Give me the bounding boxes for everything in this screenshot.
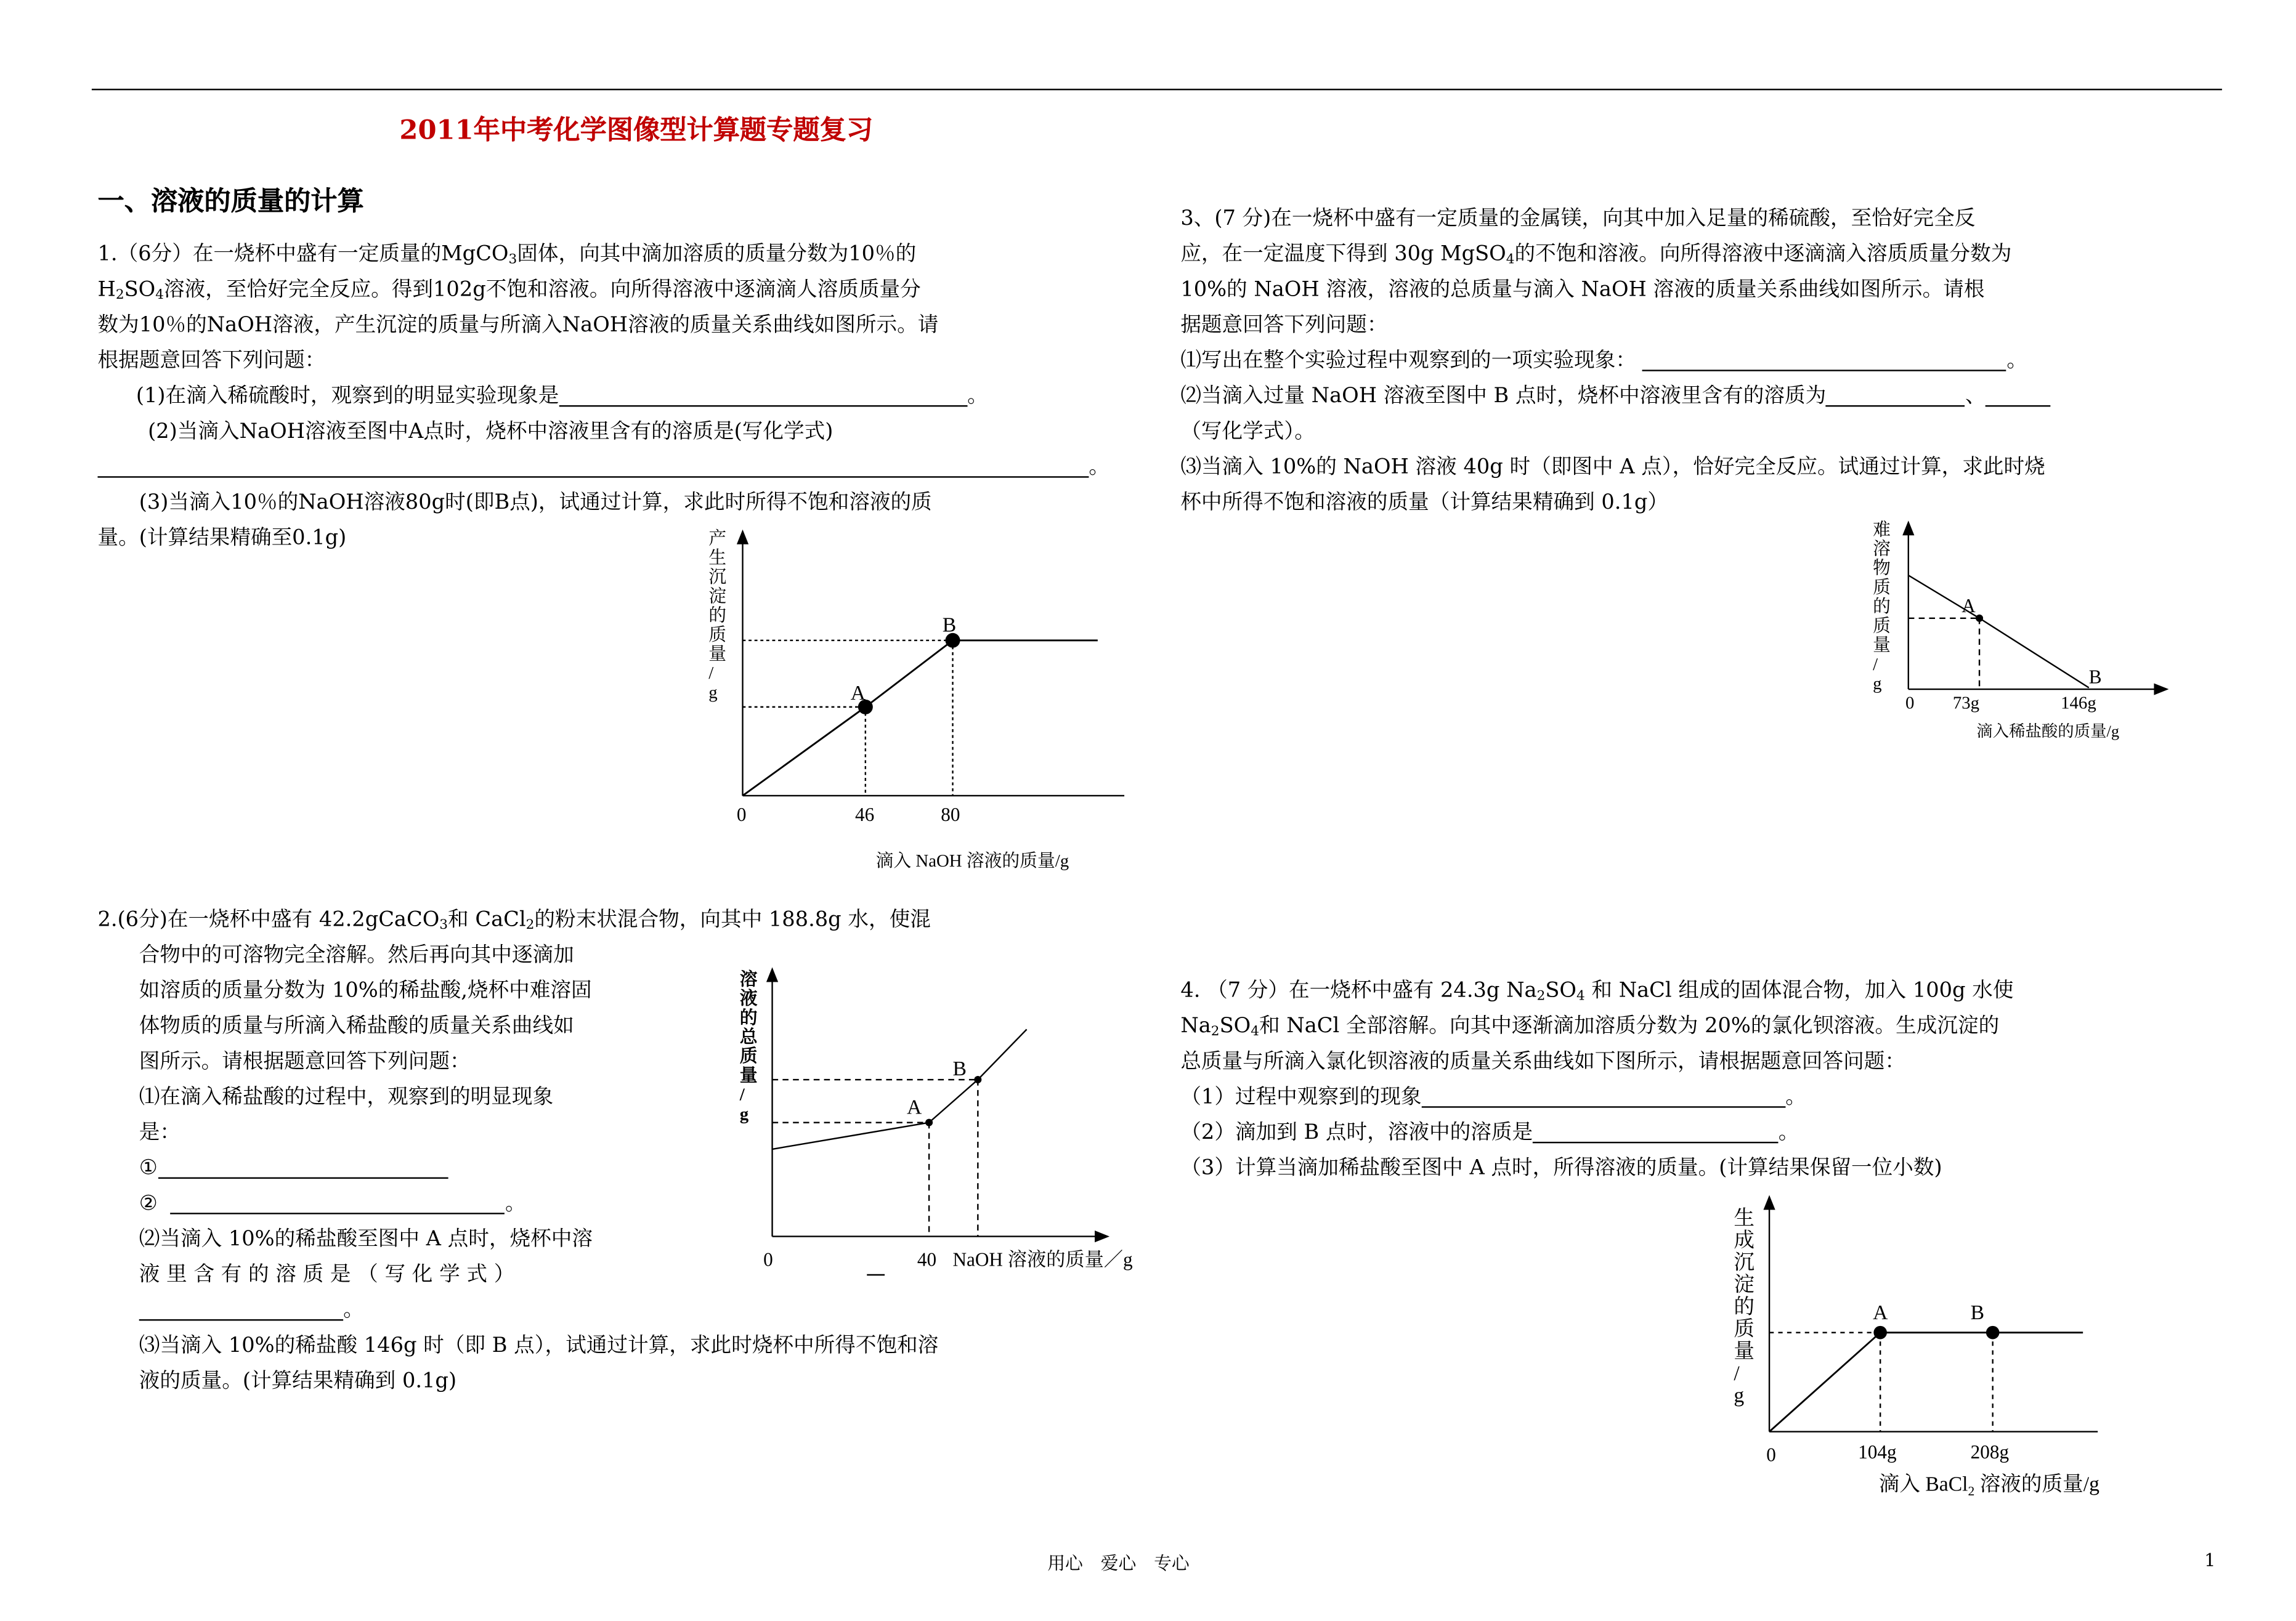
y-label-char: 淀	[708, 586, 727, 607]
y-label-char: 的	[1734, 1295, 1755, 1319]
q3-line3: 10%的 NaOH 溶液，溶液的总质量与滴入 NaOH 溶液的质量关系曲线如图所示。请根	[1180, 278, 1985, 302]
q1-line1: 1.（6分）在一烧杯中盛有一定质量的MgCO$_3$固体，向其中滴加溶质的质量分数为10％的	[97, 242, 917, 268]
q4-chart	[1716, 1183, 2160, 1508]
q2-answer-2: ② 。	[139, 1186, 526, 1222]
top-rule	[92, 89, 2222, 90]
point-b	[974, 1076, 981, 1083]
q3-line2: 应，在一定温度下得到 30g MgSO$_4$的不饱和溶液。向所得溶液中逐滴滴入溶质质量分数为	[1180, 242, 2012, 268]
origin-label: 0	[1766, 1444, 1776, 1466]
answer-blank[interactable]	[158, 1154, 448, 1179]
answer-blank[interactable]	[97, 453, 1089, 478]
q2-part3: ⑶当滴入 10%的稀盐酸 146g 时（即 B 点），试通过计算，求此时烧杯中所得不饱和溶	[139, 1334, 939, 1358]
q1-part2: (2)当滴入NaOH溶液至图中A点时，烧杯中溶液里含有的溶质是(写化学式)	[148, 419, 834, 444]
y-label-char: 产	[708, 528, 727, 549]
q3-part1: ⑴写出在整个实验过程中观察到的一项实验现象： 。	[1180, 343, 2027, 379]
y-axis-label	[739, 969, 758, 1124]
y-label-char: 的	[708, 605, 727, 626]
q2-part2: ⑵当滴入 10%的稀盐酸至图中 A 点时，烧杯中溶	[139, 1227, 593, 1251]
series-line	[773, 1029, 1027, 1149]
y-label-char: 难	[1873, 520, 1891, 540]
footer-motto: 用心 爱心 专心	[1047, 1553, 1190, 1574]
x-tick-73g: 73g	[1952, 693, 1980, 713]
y-label-char: 溶	[739, 969, 758, 990]
q2-part3-cont: 液的质量。(计算结果精确到 0.1g)	[139, 1369, 457, 1394]
q1-line3: 数为10％的NaOH溶液，产生沉淀的质量与所滴入NaOH溶液的质量关系曲线如图所示。请	[97, 313, 939, 338]
q1-part3-cont: 量。(计算结果精确至0.1g)	[97, 526, 347, 551]
answer-blank[interactable]	[139, 1296, 343, 1321]
q2-part1-cont: 是：	[139, 1121, 181, 1145]
x-tick-208g: 208g	[1970, 1441, 2010, 1463]
q2-line1: 2.(6分)在一烧杯中盛有 42.2gCaCO$_3$和 CaCl$_2$的粉末状混合物，向其中 188.8g 水，使混	[97, 908, 931, 934]
x-axis-arrow	[1095, 1231, 1109, 1242]
y-label-char: 量	[708, 644, 727, 665]
point-b	[1986, 1326, 2000, 1340]
q2-line2: 合物中的可溶物完全溶解。然后再向其中逐滴加	[139, 944, 574, 968]
q1-part1: (1)在滴入稀硫酸时，观察到的明显实验现象是 。	[136, 379, 988, 414]
answer-blank[interactable]	[1986, 382, 2051, 407]
point-a	[925, 1119, 933, 1126]
y-label-char: 沉	[1734, 1251, 1755, 1274]
q4-line3: 总质量与所滴入氯化钡溶液的质量关系曲线如下图所示，请根据题意回答问题：	[1180, 1049, 1906, 1074]
y-label-char: 溶	[1873, 539, 1891, 559]
y-axis-label	[1734, 1206, 1754, 1407]
point-b-label: B	[1970, 1301, 1985, 1325]
y-label-char: 生	[1734, 1207, 1755, 1230]
point-b-label: B	[2088, 666, 2102, 688]
y-label-char: /	[1734, 1362, 1740, 1385]
q2-chart	[734, 961, 1177, 1287]
y-label-char: 物	[1873, 558, 1891, 578]
y-label-char: 的	[739, 1008, 758, 1028]
answer-blank[interactable]	[1826, 382, 1965, 407]
y-label-char: 质	[1734, 1317, 1755, 1341]
y-label-char: g	[708, 682, 718, 703]
section-heading: 一、溶液的质量的计算	[97, 186, 364, 218]
origin-label: 0	[736, 803, 747, 825]
y-label-char: 沉	[708, 567, 727, 588]
answer-blank[interactable]	[171, 1189, 505, 1215]
q1-chart	[696, 517, 1139, 887]
y-label-char: 淀	[1734, 1273, 1755, 1296]
q4-line2: $Na_2SO_4$和 NaCl 全部溶解。向其中逐渐滴加溶质分数为 20%的氯化钡溶液。生成沉淀的	[1180, 1014, 2000, 1040]
point-a	[1976, 615, 1983, 622]
point-b-label: B	[942, 613, 957, 637]
point-a-label: A	[1961, 595, 1976, 617]
x-tick-104g: 104g	[1858, 1441, 1897, 1463]
y-axis-arrow	[737, 530, 748, 544]
x-axis-label: 滴入 BaCl$_2$ 溶液的质量/g	[1878, 1473, 2099, 1498]
point-a-label: A	[850, 681, 866, 705]
y-label-char: 总	[739, 1027, 758, 1047]
y-label-char: g	[1873, 674, 1882, 694]
q3-line1: 3、(7 分)在一烧杯中盛有一定质量的金属镁，向其中加入足量的稀硫酸，至恰好完全反	[1180, 207, 1976, 231]
origin-label: 0	[763, 1248, 773, 1271]
y-axis-arrow	[1763, 1195, 1775, 1210]
q3-part2-cont: （写化学式）。	[1180, 419, 1315, 444]
series-line	[1769, 1333, 2083, 1432]
y-axis-label	[1873, 520, 1891, 693]
series-line	[1909, 575, 2089, 688]
x-axis-arrow	[2154, 683, 2168, 695]
y-axis-arrow	[766, 968, 778, 982]
y-label-char: 量	[1873, 635, 1891, 655]
x-tick-146g: 146g	[2061, 693, 2096, 713]
q3-part2: ⑵当滴入过量 NaOH 溶液至图中 B 点时，烧杯中溶液里含有的溶质为 、	[1180, 379, 2051, 414]
x-tick-40: 40	[917, 1248, 937, 1271]
y-label-char: 量	[1734, 1340, 1755, 1363]
q2-answer-1: ①	[139, 1150, 448, 1186]
y-label-char: 量	[739, 1065, 758, 1086]
point-a	[1873, 1326, 1887, 1340]
q2-part1: ⑴在滴入稀盐酸的过程中，观察到的明显现象	[139, 1085, 554, 1110]
y-label-char: 质	[739, 1046, 758, 1067]
y-label-char: 的	[1873, 597, 1891, 617]
y-label-char: 质	[1873, 616, 1891, 636]
page-number: 1	[2204, 1550, 2216, 1571]
point-a-label: A	[907, 1096, 922, 1119]
q3-chart	[1864, 515, 2189, 751]
origin-label: 0	[1905, 693, 1915, 713]
q3-line4: 据题意回答下列问题：	[1180, 313, 1388, 338]
y-label-char: g	[1734, 1384, 1745, 1407]
y-label-char: /	[739, 1085, 745, 1105]
q1-line4: 根据题意回答下列问题：	[97, 349, 326, 373]
point-b-label: B	[952, 1057, 967, 1080]
x-axis-label: NaOH 溶液的质量／g	[952, 1248, 1133, 1271]
q2-line5: 图所示。请根据题意回答下列问题：	[139, 1049, 471, 1074]
x-tick-80: 80	[941, 803, 960, 825]
x-axis-label: 滴入稀盐酸的质量/g	[1976, 721, 2120, 740]
answer-blank[interactable]	[1533, 1118, 1779, 1143]
y-label-char: 质	[708, 625, 727, 645]
q4-part2: （2）滴加到 B 点时，溶液中的溶质是 。	[1180, 1115, 1799, 1151]
point-a-label: A	[1873, 1301, 1888, 1325]
q3-part3-cont: 杯中所得不饱和溶液的质量（计算结果精确到 0.1g）	[1180, 491, 1669, 515]
q1-part3: (3)当滴入10％的NaOH溶液80g时(即B点)，试通过计算，求此时所得不饱和溶液的质	[139, 491, 932, 515]
y-label-char: 液	[739, 988, 758, 1009]
y-label-char: 质	[1873, 577, 1891, 597]
q1-line2: $H_2SO_4$溶液，至恰好完全反应。得到102g不饱和溶液。向所得溶液中逐滴滴人溶质质量分	[97, 278, 921, 304]
x-axis-label: 滴入 NaOH 溶液的质量/g	[875, 851, 1069, 871]
y-label-char: 生	[708, 548, 727, 568]
q3-part3: ⑶当滴入 10%的 NaOH 溶液 40g 时（即图中 A 点），恰好完全反应。试通过计算，求此时烧	[1180, 455, 2045, 480]
q1-part2-answer: 。	[97, 450, 1109, 485]
y-label-char: 成	[1734, 1229, 1755, 1252]
q2-part2-cont: 液 里 含 有 的 溶 质 是 （ 写 化 学 式 ）	[139, 1263, 515, 1287]
y-axis-arrow	[1902, 520, 1914, 535]
y-label-char: g	[739, 1104, 749, 1124]
q4-part3: （3）计算当滴加稀盐酸至图中 A 点时，所得溶液的质量。(计算结果保留一位小数)	[1180, 1156, 1942, 1181]
q4-line1: 4. （7 分）在一烧杯中盛有 24.3g $Na_2SO_4$ 和 NaCl 组成的固体混合物，加入 100g 水使	[1180, 979, 2014, 1005]
y-axis-label	[708, 529, 726, 703]
q2-line4: 体物质的质量与所滴入稀盐酸的质量关系曲线如	[139, 1014, 574, 1038]
document-title: 2011年中考化学图像型计算题专题复习	[399, 115, 874, 147]
q4-part1: （1）过程中观察到的现象 。	[1180, 1080, 1806, 1115]
y-label-char: /	[708, 663, 714, 684]
q2-line3: 如溶质的质量分数为 10%的稀盐酸,烧杯中难溶固	[139, 979, 592, 1003]
answer-blank[interactable]	[1643, 346, 2007, 371]
answer-blank[interactable]	[559, 382, 967, 407]
x-tick-46: 46	[855, 803, 875, 825]
q2-part2-answer: 。	[139, 1293, 364, 1328]
y-label-char: /	[1873, 654, 1878, 674]
answer-blank[interactable]	[1422, 1083, 1786, 1108]
series-line	[743, 641, 1098, 796]
